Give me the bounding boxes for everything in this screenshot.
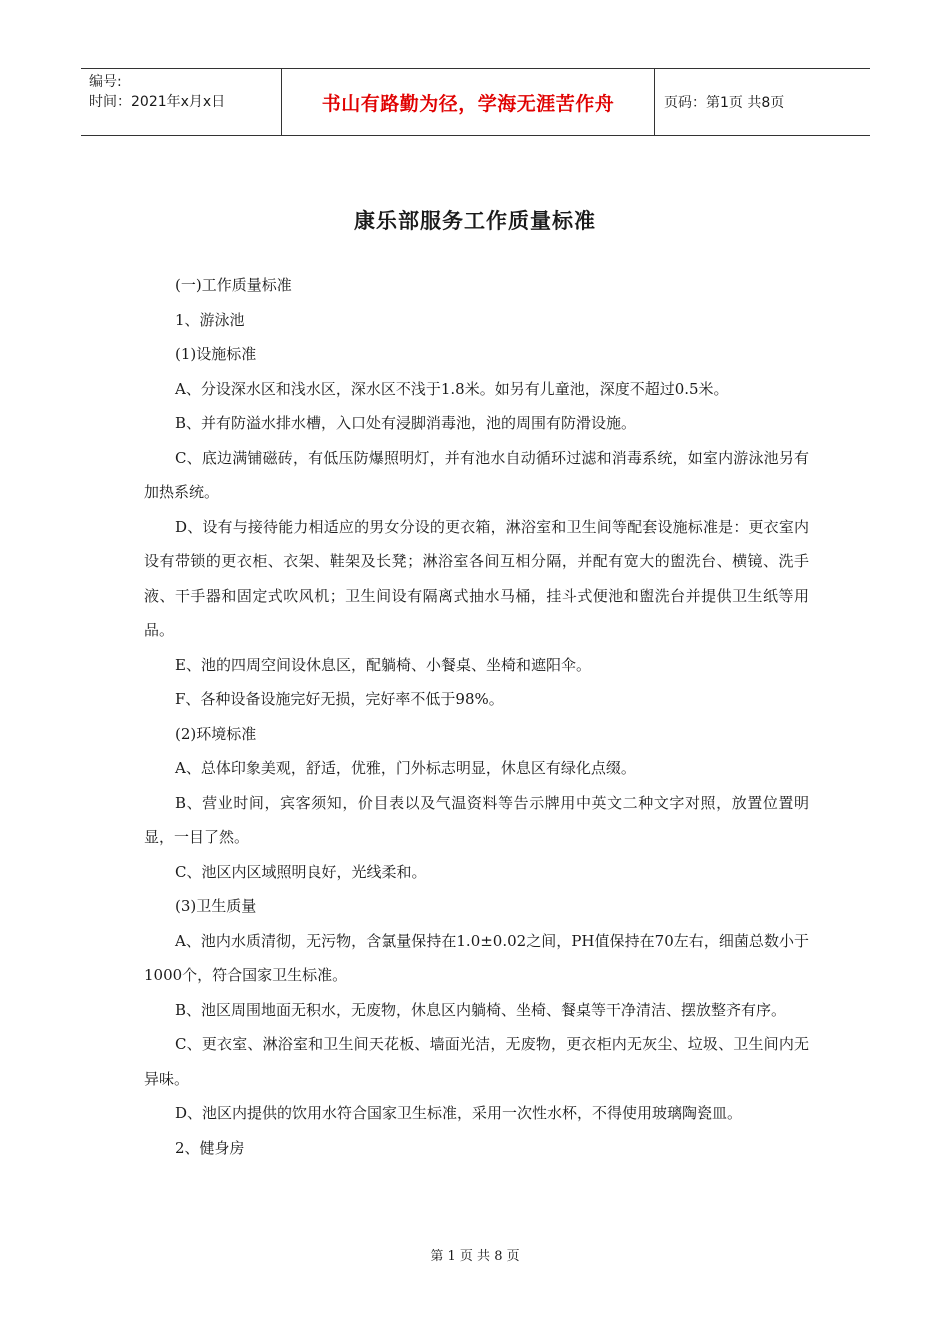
paragraph: B、池区周围地面无积水，无废物，休息区内躺椅、坐椅、餐桌等干净清洁、摆放整齐有序。 bbox=[175, 1000, 787, 1019]
paragraph: (2)环境标准 bbox=[175, 724, 257, 743]
paragraph: D、池区内提供的饮用水符合国家卫生标准，采用一次性水杯，不得使用玻璃陶瓷皿。 bbox=[175, 1104, 743, 1122]
paragraph: A、分设深水区和浅水区，深水区不浅于1.8米。如另有儿童池，深度不超过0.5米。 bbox=[175, 379, 729, 398]
page-footer: 第 1 页 共 8 页 bbox=[430, 1249, 520, 1264]
paragraph: (3)卫生质量 bbox=[175, 897, 257, 915]
document-body bbox=[144, 268, 809, 1165]
paragraph: C、更衣室、淋浴室和卫生间天花板、墙面光洁，无废物，更衣柜内无灰尘、垃圾、卫生间内无异味。 bbox=[144, 1035, 809, 1088]
paragraph: B、营业时间，宾客须知，价目表以及气温资料等告示牌用中英文二种文字对照，放置位置明显，一目了然。 bbox=[144, 793, 809, 846]
header-page-info: 页码：第1页 共8页 bbox=[664, 95, 785, 111]
document-title: 康乐部服务工作质量标准 bbox=[354, 209, 596, 233]
header-number-label: 编号: bbox=[89, 74, 122, 90]
paragraph: 1、游泳池 bbox=[175, 310, 245, 329]
page-header bbox=[81, 68, 870, 136]
paragraph: A、总体印象美观，舒适，优雅，门外标志明显，休息区有绿化点缀。 bbox=[175, 759, 636, 777]
paragraph: (一)工作质量标准 bbox=[175, 276, 292, 294]
paragraph: A、池内水质清彻，无污物，含氯量保持在1.0±0.02之间，PH值保持在70左右，细菌总数小于1000个，符合国家卫生标准。 bbox=[144, 931, 809, 984]
paragraph: E、池的四周空间设休息区，配躺椅、小餐桌、坐椅和遮阳伞。 bbox=[175, 655, 591, 674]
paragraph: C、池区内区域照明良好，光线柔和。 bbox=[175, 862, 427, 881]
paragraph: D、设有与接待能力相适应的男女分设的更衣箱，淋浴室和卫生间等配套设施标准是：更衣室内设有带锁的更衣柜、衣架、鞋架及长凳；淋浴室各间互相分隔，并配有宽大的盥洗台、横镜、洗手液、干手器和固定式吹风机；卫生间设有隔离式抽水马桶，挂斗式便池和盥洗台并提供卫生纸等用品。 bbox=[144, 517, 809, 639]
paragraph: F、各种设备设施完好无损，完好率不低于98%。 bbox=[175, 690, 504, 708]
header-motto: 书山有路勤为径，学海无涯苦作舟 bbox=[282, 69, 655, 135]
paragraph: 2、健身房 bbox=[175, 1138, 245, 1157]
paragraph: B、并有防溢水排水槽，入口处有浸脚消毒池，池的周围有防滑设施。 bbox=[175, 414, 637, 432]
paragraph: C、底边满铺磁砖，有低压防爆照明灯，并有池水自动循环过滤和消毒系统，如室内游泳池另有加热系统。 bbox=[144, 448, 809, 501]
header-date: 时间：2021年x月x日 bbox=[89, 94, 226, 110]
header-meta bbox=[81, 69, 282, 135]
paragraph: (1)设施标准 bbox=[175, 345, 257, 363]
